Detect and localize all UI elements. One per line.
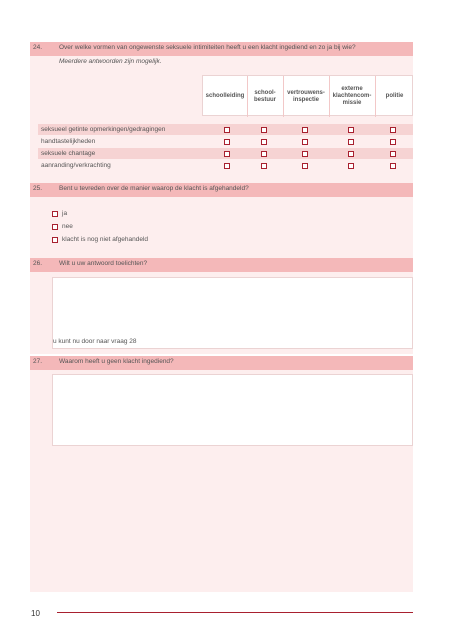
checkbox[interactable]	[348, 139, 354, 145]
checkbox[interactable]	[224, 139, 230, 145]
question-number: 26.	[33, 260, 43, 267]
question-26-panel	[30, 272, 413, 354]
table-row	[38, 124, 413, 135]
column-header-area	[202, 75, 413, 116]
checkbox[interactable]	[261, 151, 267, 157]
question-25-header	[30, 183, 413, 197]
option-label: ja	[62, 210, 68, 217]
checkbox[interactable]	[390, 163, 396, 169]
question-text: Bent u tevreden over de manier waarop de klacht is afgehandeld?	[59, 185, 249, 192]
skip-note: u kunt nu door naar vraag 28	[53, 338, 137, 345]
checkbox[interactable]	[224, 163, 230, 169]
question-27-header	[30, 356, 413, 370]
question-text: Wilt u uw antwoord toelichten?	[59, 260, 148, 267]
column-header-vertrouwensinspectie: vertrouwens- inspectie	[287, 89, 325, 103]
column-header-schoolbestuur: school- bestuur	[253, 89, 276, 103]
checkbox[interactable]	[224, 127, 230, 133]
option-label: nee	[62, 223, 73, 230]
table-row	[38, 136, 413, 147]
row-label: aanranding/verkrachting	[41, 162, 111, 169]
question-24-header	[30, 42, 413, 56]
checkbox[interactable]	[302, 127, 308, 133]
checkbox[interactable]	[224, 151, 230, 157]
answer-textarea[interactable]	[52, 277, 413, 349]
checkbox[interactable]	[348, 163, 354, 169]
row-label: handtastelijkheden	[41, 138, 96, 145]
checkbox[interactable]	[261, 163, 267, 169]
question-26-header	[30, 258, 413, 272]
page-number: 10	[31, 609, 40, 618]
checkbox[interactable]	[261, 139, 267, 145]
checkbox[interactable]	[52, 224, 58, 230]
table-row	[38, 148, 413, 159]
checkbox[interactable]	[348, 151, 354, 157]
option-label: klacht is nog niet afgehandeld	[62, 236, 149, 243]
column-header-schoolleiding: schoolleiding	[205, 93, 245, 99]
column-header-externe-klachtencommissie: externe klachtencom- missie	[332, 86, 372, 106]
row-label: seksueel getinte opmerkingen/gedragingen	[41, 126, 166, 133]
row-label: seksuele chantage	[41, 150, 96, 157]
question-text: Waarom heeft u geen klacht ingediend?	[59, 358, 174, 365]
question-number: 25.	[33, 185, 43, 192]
checkbox[interactable]	[390, 151, 396, 157]
checkbox[interactable]	[261, 127, 267, 133]
checkbox[interactable]	[302, 151, 308, 157]
question-subtext: Meerdere antwoorden zijn mogelijk.	[59, 58, 162, 65]
checkbox[interactable]	[52, 211, 58, 217]
question-text: Over welke vormen van ongewenste seksuele intimiteiten heeft u een klacht ingediend en zo ja bij wie?	[59, 44, 356, 51]
question-number: 24.	[33, 44, 43, 51]
table-row	[38, 160, 413, 171]
checkbox[interactable]	[302, 163, 308, 169]
question-27-panel	[30, 370, 413, 592]
column-header-politie: politie	[385, 93, 404, 99]
question-number: 27.	[33, 358, 43, 365]
checkbox[interactable]	[302, 139, 308, 145]
question-25-panel	[30, 197, 413, 258]
footer-rule	[57, 612, 413, 613]
checkbox[interactable]	[52, 237, 58, 243]
checkbox[interactable]	[390, 139, 396, 145]
checkbox[interactable]	[390, 127, 396, 133]
question-24-panel	[30, 56, 413, 183]
checkbox[interactable]	[348, 127, 354, 133]
answer-textarea[interactable]	[52, 374, 413, 446]
